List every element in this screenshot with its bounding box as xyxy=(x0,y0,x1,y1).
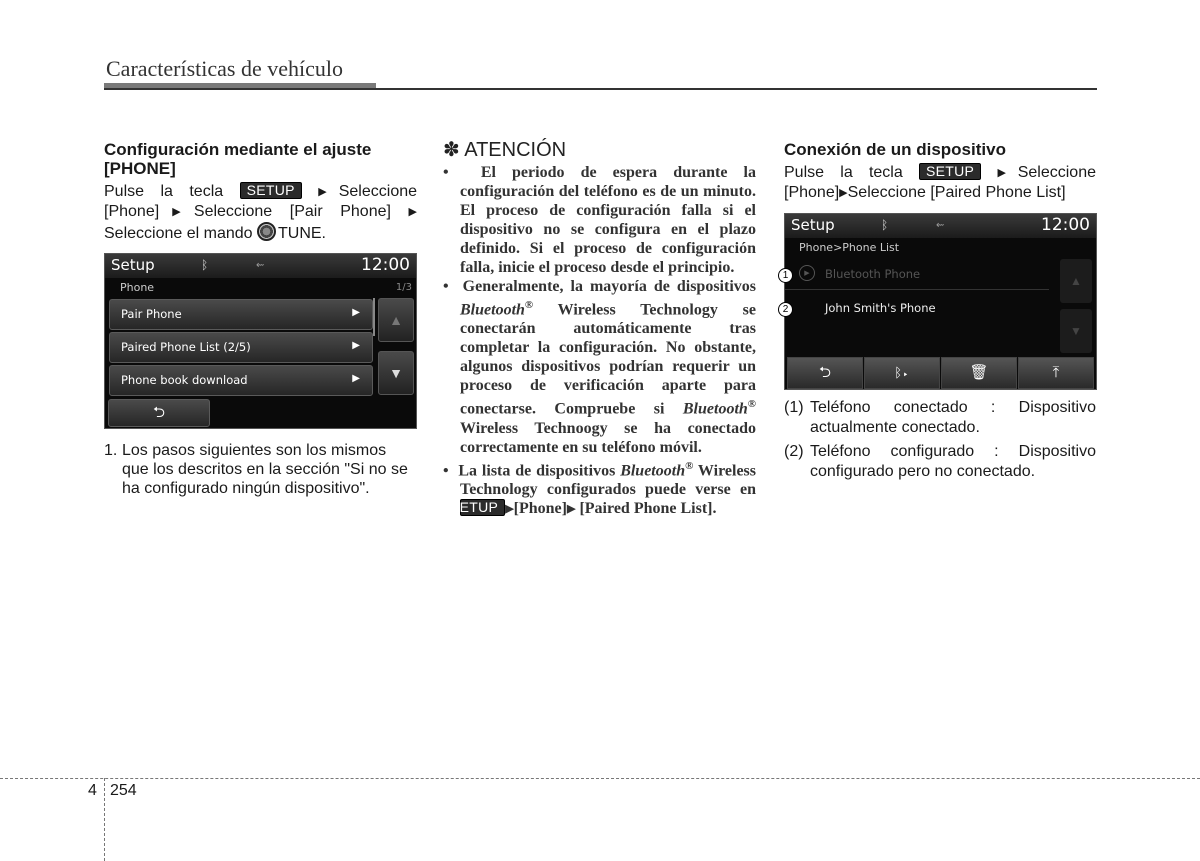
scrollbar[interactable] xyxy=(373,298,375,336)
attention-title: ✽ ATENCIÓN xyxy=(443,139,567,161)
phone-book-download-button[interactable] xyxy=(109,365,373,396)
text: Seleccione xyxy=(1017,164,1096,181)
attention-bullet-3: • La lista de dispositivos Bluetooth® Wireless Technology configurados puede verse en SETUP ▶[Phone]▶ [Paired Phone List]. xyxy=(443,459,756,517)
clock: 12:00 xyxy=(361,255,410,275)
pair-phone-button[interactable] xyxy=(109,299,373,330)
text: ® xyxy=(685,459,694,472)
text: La lista de dispositivos xyxy=(458,461,616,479)
callout-1: 1 xyxy=(778,268,793,283)
head-unit-screen-phone-list xyxy=(784,213,1097,390)
caption-number: (1) xyxy=(784,399,804,416)
caption-1 xyxy=(784,398,1096,438)
arrow-up-icon: ▲ xyxy=(1070,274,1082,288)
setup-key-icon: SETUP xyxy=(919,163,981,180)
triangle-right-icon: ▶ xyxy=(159,206,194,218)
right-line-2 xyxy=(784,183,1096,203)
back-arrow-icon: ⮌ xyxy=(818,364,831,381)
text: [Phone] xyxy=(513,499,567,517)
caption-text: Teléfono conectado : Dispositivo actualmente conectado. xyxy=(810,399,1096,436)
tune-knob-icon xyxy=(257,222,276,241)
note-text: Los pasos siguientes son los mismos que los descritos en la sección "Si no se ha configurado ningún dispositivo". xyxy=(122,442,408,497)
trash-icon: 🗑 xyxy=(969,364,989,381)
move-top-button[interactable] xyxy=(1018,357,1094,389)
text: [Paired Phone List]. xyxy=(579,499,717,517)
label: John Smith's Phone xyxy=(825,301,936,315)
screen-subtitle: Phone xyxy=(120,281,155,294)
usb-icon: ⇜ xyxy=(936,220,945,231)
text: Generalmente, la mayoría de dispositivos xyxy=(462,278,757,295)
triangle-right-icon: ▶ xyxy=(566,502,576,515)
attention-bullet-2: • Generalmente, la mayoría de dispositivos Bluetooth® Wireless Technology se conectarán automáticamente tras completar la configuración. No obstante, algunos dispositivos podrían requerir un proceso de verificación aparte para conectarse. Compruebe si Bluetooth® Wireless Technoogy se ha conectado correctamente en su teléfono móvil. xyxy=(443,278,757,456)
page-indicator: 1/3 xyxy=(395,282,412,293)
text: Wireless Technology se conectarán automáticamente tras completar la configuración. No obstante, algunos dispositivos podrían requerir un proceso de verificación aparte para conectarse. Compruebe si xyxy=(460,301,756,418)
page-header-title: Características de vehículo xyxy=(106,56,344,81)
left-note xyxy=(104,441,417,498)
setup-key-icon: SETUP xyxy=(460,499,505,516)
text: El periodo de espera durante la configuración del teléfono es de un minuto. El proceso de configuración falla si el dispositivo no se configura en el plazo definido. Si el proceso de configuración falla, inicie el proceso desde el principio. xyxy=(460,164,756,276)
captions xyxy=(784,398,1096,482)
right-line-1 xyxy=(784,163,1096,183)
arrow-right-icon: ▶ xyxy=(352,340,360,351)
label: Pair Phone xyxy=(121,307,182,321)
head-unit-screen-phone xyxy=(104,253,417,429)
left-heading: Configuración mediante el ajuste [PHONE] xyxy=(104,140,372,178)
footer-rule xyxy=(0,778,1200,779)
text: ® xyxy=(524,299,534,311)
list-item-bluetooth-phone[interactable] xyxy=(785,259,1049,290)
back-arrow-icon: ⮌ xyxy=(152,404,165,421)
left-column xyxy=(104,140,417,243)
caption-number: (2) xyxy=(784,443,804,460)
callout-2: 2 xyxy=(778,302,793,317)
text: Pulse la tecla xyxy=(784,164,903,181)
bluetooth-icon: ᛒ xyxy=(201,258,209,272)
triangle-right-icon: ▶ xyxy=(318,186,339,198)
screen-title: Setup xyxy=(791,216,835,234)
screen-subtitle: Phone>Phone List xyxy=(799,241,900,254)
chapter-number: 4 xyxy=(88,782,97,799)
screen-title: Setup xyxy=(111,256,155,274)
page-number: 254 xyxy=(110,782,137,799)
text: [Phone] xyxy=(104,203,160,220)
arrow-down-icon: ▼ xyxy=(389,365,403,381)
arrow-right-icon: ▶ xyxy=(352,307,360,318)
text: Seleccione [Pair Phone] xyxy=(193,203,391,220)
scroll-up-button[interactable] xyxy=(378,298,414,342)
caption-2 xyxy=(784,442,1096,482)
text: Seleccione [Paired Phone List] xyxy=(847,184,1066,201)
move-to-top-icon: ⤒ xyxy=(1052,364,1060,381)
triangle-right-icon: ▶ xyxy=(408,206,417,218)
attention-column xyxy=(443,140,756,519)
text: Pulse la tecla xyxy=(104,183,224,200)
right-heading: Conexión de un dispositivo xyxy=(784,140,1006,159)
list-item-john-smiths-phone[interactable] xyxy=(785,293,1049,323)
clock: 12:00 xyxy=(1041,215,1090,235)
scroll-down-button[interactable] xyxy=(1060,309,1092,353)
text: Bluetooth xyxy=(460,301,525,319)
text: Seleccione el mando xyxy=(104,225,253,242)
scroll-down-button[interactable] xyxy=(378,351,414,395)
bluetooth-connect-button[interactable] xyxy=(864,357,940,389)
triangle-right-icon: ▶ xyxy=(997,167,1018,179)
note-number: 1. xyxy=(104,442,118,459)
text: Seleccione xyxy=(338,183,418,200)
label: Phone book download xyxy=(121,373,248,387)
delete-button[interactable] xyxy=(941,357,1017,389)
text: Bluetooth xyxy=(620,461,686,479)
text: TUNE. xyxy=(278,225,326,242)
back-button[interactable] xyxy=(108,399,210,427)
left-line-2 xyxy=(104,202,417,222)
triangle-right-icon: ▶ xyxy=(505,502,514,515)
footer-vertical-rule xyxy=(104,778,105,861)
bluetooth-icon: ᛒ xyxy=(881,218,889,232)
text: Wireless Technology configurados puede verse en xyxy=(460,461,756,498)
bluetooth-arrow-icon: ᛒ▸ xyxy=(894,365,910,380)
right-column xyxy=(784,140,1096,203)
play-icon: ▶ xyxy=(799,265,815,281)
setup-key-icon: SETUP xyxy=(240,182,302,199)
scroll-up-button[interactable] xyxy=(1060,259,1092,303)
arrow-down-icon: ▼ xyxy=(1070,324,1082,338)
header-rule xyxy=(104,88,1097,90)
text: ® xyxy=(747,398,756,411)
left-line-3 xyxy=(104,222,417,243)
attention-bullet-1: • El periodo de espera durante la configuración del teléfono es de un minuto. El proceso de configuración falla si el dispositivo no se configura en el plazo definido. Si el proceso de configuración falla, inicie el proceso desde el principio. xyxy=(443,164,756,276)
left-line-1 xyxy=(104,182,417,202)
paired-phone-list-button[interactable] xyxy=(109,332,373,363)
label: Paired Phone List (2/5) xyxy=(121,340,251,354)
arrow-right-icon: ▶ xyxy=(352,373,360,384)
text: Bluetooth xyxy=(682,400,748,418)
text: Wireless Technoogy se ha conectado correctamente en su teléfono móvil. xyxy=(460,419,756,456)
back-button[interactable] xyxy=(787,357,863,389)
triangle-right-icon: ▶ xyxy=(839,187,848,199)
text: [Phone] xyxy=(784,184,840,201)
status-bar xyxy=(785,214,1096,238)
label: Bluetooth Phone xyxy=(825,267,921,281)
arrow-up-icon: ▲ xyxy=(389,312,403,328)
usb-icon: ⇜ xyxy=(256,260,265,271)
caption-text: Teléfono configurado : Dispositivo configurado pero no conectado. xyxy=(810,443,1096,480)
status-bar xyxy=(105,254,416,278)
